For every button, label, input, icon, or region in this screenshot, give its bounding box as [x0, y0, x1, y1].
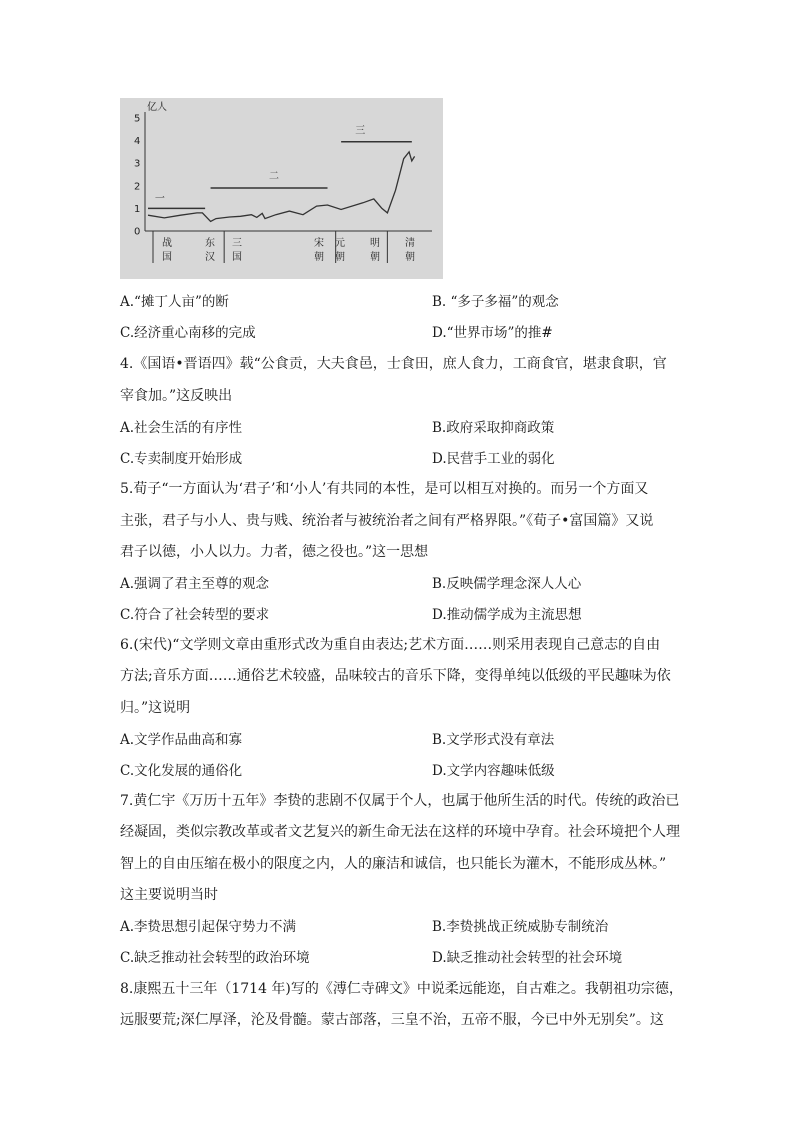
y-tick-label: 4	[134, 136, 141, 148]
population-chart	[120, 98, 443, 279]
q5-option-d: D.推动儒学成为主流思想	[432, 607, 582, 623]
phase-label: 一	[154, 193, 165, 205]
q5-option-c: C.符合了社会转型的要求	[120, 607, 270, 623]
q4-option-a: A.社会生活的有序性	[120, 420, 243, 436]
population-series-line	[148, 152, 415, 222]
phase-label: 二	[269, 171, 280, 183]
dynasty-label: 清	[405, 238, 415, 249]
phase-label: 三	[355, 125, 366, 137]
q6-option-a: A.文学作品曲高和寡	[120, 732, 243, 748]
dynasty-label: 朝	[370, 252, 380, 263]
q6-stem-line3: 归。”这说明	[120, 700, 191, 716]
dynasty-label: 汉	[205, 252, 215, 263]
dynasty-label: 宋	[314, 238, 324, 249]
q3-option-a: A.“摊丁人亩”的断	[120, 294, 229, 310]
y-tick-label: 2	[134, 181, 141, 193]
q7-option-b: B.李贽挑战正统威胁专制统治	[432, 919, 609, 935]
dynasty-label: 明	[370, 238, 380, 249]
y-axis-label: 亿人	[147, 102, 167, 113]
q5-stem-line1: 5.荀子“一方面认为‘君子’和‘小人’有共同的本性，是可以相互对换的。而另一个方面又	[120, 481, 649, 497]
q4-option-d: D.民营手工业的弱化	[432, 451, 555, 467]
q4-stem-line2: 宰食加。”这反映出	[120, 388, 233, 404]
q7-stem-line3: 智上的自由压缩在极小的限度之内，人的廉洁和诚信，也只能长为灌木，不能形成丛林。”	[120, 856, 667, 872]
q3-option-d: D.“世界市场”的推#	[432, 325, 553, 341]
q7-stem-line4: 这主要说明当时	[120, 887, 218, 903]
y-tick-label: 1	[134, 203, 141, 215]
q7-option-a: A.李贽思想引起保守势力不满	[120, 919, 297, 935]
q6-option-c: C.文化发展的通俗化	[120, 763, 243, 779]
q4-option-c: C.专卖制度开始形成	[120, 451, 243, 467]
q6-stem-line1: 6.(宋代)“文学则文章由重形式改为重自由表达;艺术方面……则采用表现自己意志的自由	[120, 637, 661, 653]
q8-stem-line1: 8.康熙五十三年（1714 年)写的《溥仁寺碑文》中说柔远能迩，自古难之。我朝祖功宗德，	[120, 981, 683, 997]
dynasty-label: 元	[335, 238, 345, 249]
dynasty-label: 朝	[314, 252, 324, 263]
q8-stem-line2: 远服要荒;深仁厚泽，沦及骨髓。蒙古部落，三皇不治，五帝不服，今已中外无别矣”。这	[120, 1012, 664, 1028]
dynasty-label: 三	[232, 238, 242, 249]
dynasty-label: 战	[162, 238, 172, 249]
q7-stem-line2: 经凝固，类似宗教改革或者文艺复兴的新生命无法在这样的环境中孕育。社会环境把个人理	[120, 824, 680, 840]
q3-option-b: B. “多子多福”的观念	[432, 294, 559, 310]
y-tick-label: 0	[134, 226, 141, 238]
q6-stem-line2: 方法;音乐方面……通俗艺术较盛，品味较古的音乐下降，变得单纯以低级的平民趣味为依	[120, 668, 671, 684]
q5-option-b: B.反映儒学理念深人人心	[432, 576, 582, 592]
dynasty-label: 朝	[335, 252, 345, 263]
q4-option-b: B.政府采取抑商政策	[432, 420, 555, 436]
q5-stem-line2: 主张，君子与小人、贵与贱、统治者与被统治者之间有严格界限。”《荀子•富国篇》又说	[120, 513, 654, 529]
dynasty-label: 国	[232, 252, 242, 263]
q7-option-c: C.缺乏推动社会转型的政治环境	[120, 950, 310, 966]
q6-option-b: B.文学形式没有章法	[432, 732, 555, 748]
dynasty-label: 东	[205, 238, 215, 249]
dynasty-label: 国	[162, 252, 172, 263]
q7-option-d: D.缺乏推动社会转型的社会环境	[432, 950, 623, 966]
dynasty-label: 朝	[405, 252, 415, 263]
q4-stem-line1: 4.《国语•晋语四》载“公食贡，大夫食邑，士食田，庶人食力，工商食官，堪隶食职，官	[120, 356, 667, 372]
y-tick-label: 3	[134, 158, 141, 170]
q5-stem-line3: 君子以德，小人以力。力者，德之役也。”这一思想	[120, 544, 429, 560]
population-line-chart	[120, 98, 443, 279]
q6-option-d: D.文学内容趣味低级	[432, 763, 555, 779]
q7-stem-line1: 7.黄仁宇《万历十五年》李贽的悲剧不仅属于个人，也属于他所生活的时代。传统的政治已	[120, 793, 680, 809]
q3-option-c: C.经济重心南移的完成	[120, 325, 256, 341]
q5-option-a: A.强调了君主至尊的观念	[120, 576, 270, 592]
y-tick-label: 5	[134, 113, 141, 125]
